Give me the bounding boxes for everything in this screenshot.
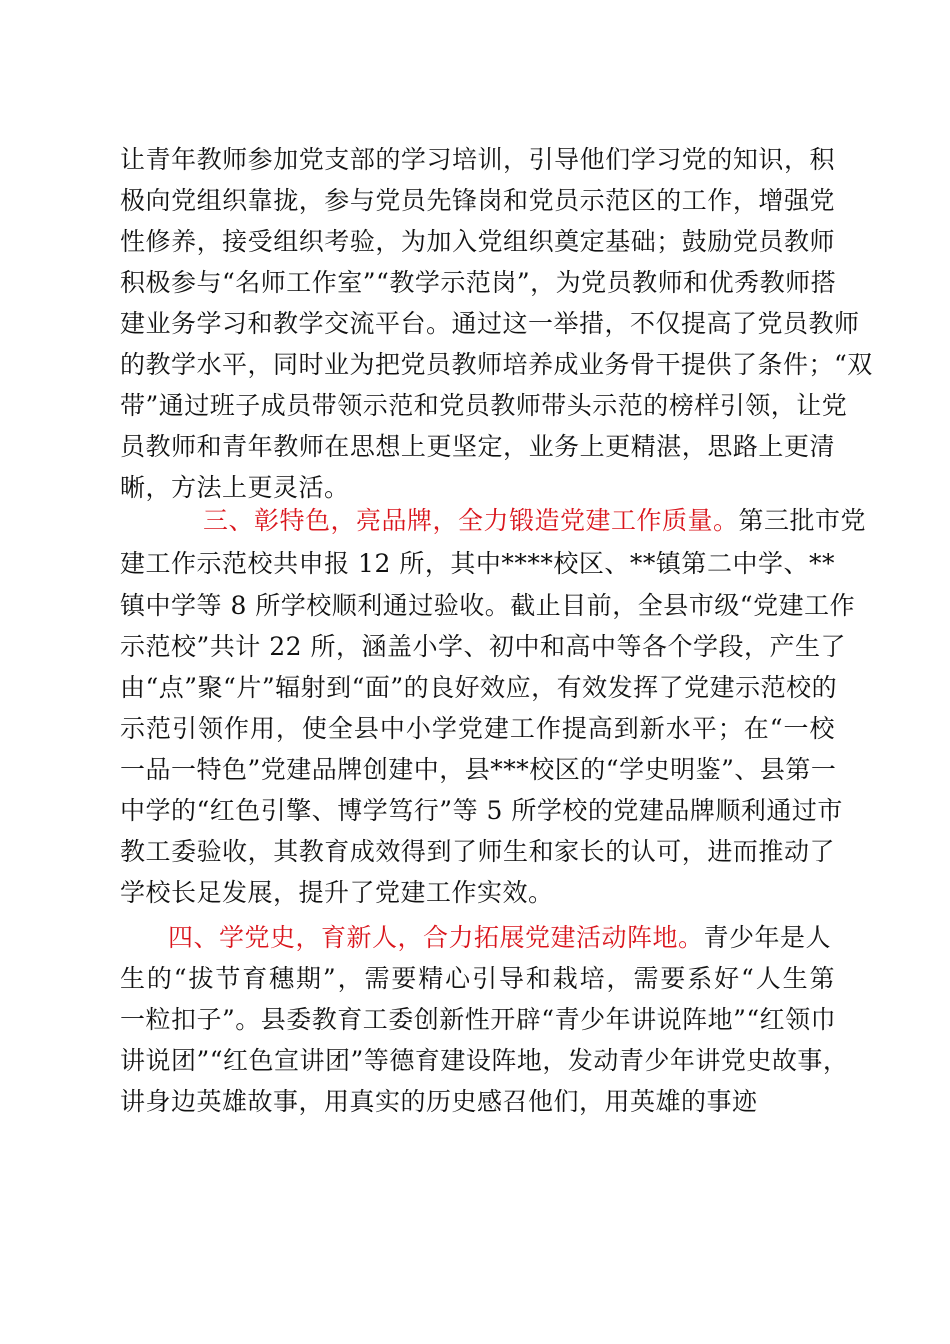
text-line: 极向党组织靠拢，参与党员先锋岗和党员示范区的工作，增强党 [120,186,835,215]
text-line: 一粒扣子”。县委教育工委创新性开辟“青少年讲说阵地”“红领巾 [120,1005,837,1034]
section-3-heading: 三、彰特色，亮品牌，全力锻造党建工作质量。 [203,506,739,535]
section-4-first-line [168,923,831,953]
section-4-heading: 四、学党史，育新人，合力拓展党建活动阵地。 [168,923,704,952]
text-line: 的教学水平，同时业为把党员教师培养成业务骨干提供了条件；“双 [120,350,873,379]
text-line: 由“点”聚“片”辐射到“面”的良好效应，有效发挥了党建示范校的 [120,673,838,702]
text-line: 一品一特色”党建品牌创建中，县***校区的“学史明鉴”、县第一 [120,755,837,784]
section-3-first-line-rest: 第三批市党 [738,506,867,535]
text-line: 晰，方法上更灵活。 [120,473,350,502]
text-line: 积极参与“名师工作室”“教学示范岗”，为党员教师和优秀教师搭 [120,268,837,297]
text-line: 镇中学等 8 所学校顺利通过验收。截止目前，全县市级“党建工作 [120,591,856,620]
text-line: 教工委验收，其教育成效得到了师生和家长的认可，进而推动了 [120,837,835,866]
text-line: 学校长足发展，提升了党建工作实效。 [120,878,554,907]
text-line: 讲身边英雄故事，用真实的历史感召他们，用英雄的事迹 [120,1087,758,1116]
text-line: 员教师和青年教师在思想上更坚定，业务上更精湛，思路上更清 [120,432,835,461]
text-line: 性修养，接受组织考验，为加入党组织奠定基础；鼓励党员教师 [120,227,835,256]
text-line: 带”通过班子成员带领示范和党员教师带头示范的榜样引领，让党 [120,391,848,420]
text-line: 示范校”共计 22 所，涵盖小学、初中和高中等各个学段，产生了 [120,632,846,661]
section-3-first-line [203,506,866,536]
text-line: 让青年教师参加党支部的学习培训，引导他们学习党的知识，积 [120,145,835,174]
text-line: 中学的“红色引擎、博学笃行”等 5 所学校的党建品牌顺利通过市 [120,796,843,825]
text-line: 讲说团”“红色宣讲团”等德育建设阵地，发动青少年讲党史故事， [120,1046,849,1075]
text-line: 生的“拔节育穗期”，需要精心引导和栽培，需要系好“人生第 [120,964,835,993]
text-line: 建业务学习和教学交流平台。通过这一举措，不仅提高了党员教师 [120,309,860,338]
text-line: 示范引领作用，使全县中小学党建工作提高到新水平；在“一校 [120,714,835,743]
text-line: 建工作示范校共申报 12 所，其中****校区、**镇第二中学、** [120,549,835,578]
section-4-first-line-rest: 青少年是人 [703,923,832,952]
